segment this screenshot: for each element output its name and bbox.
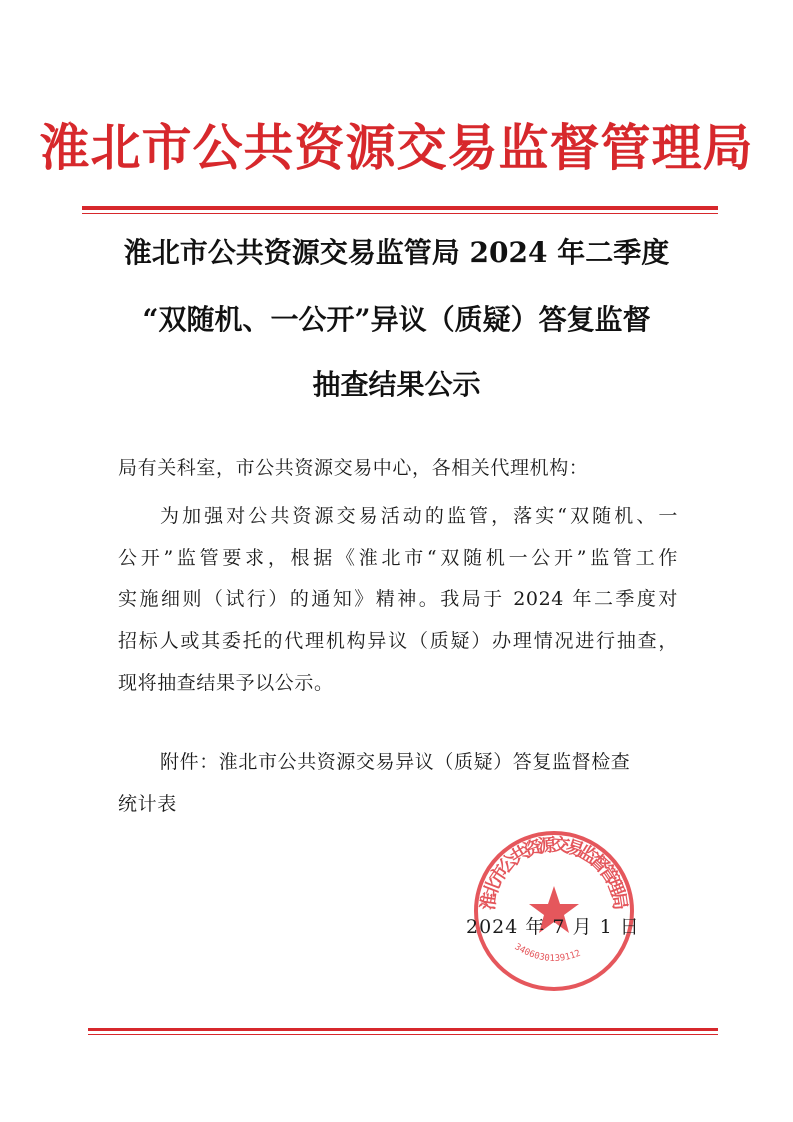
seal-code: 3406030139112	[512, 942, 583, 965]
agency-header: 淮北市公共资源交易监督管理局	[39, 118, 754, 177]
svg-text:3406030139112	[513, 942, 583, 964]
document-title-line-3: 抽查结果公示	[312, 368, 481, 401]
official-seal	[471, 828, 637, 994]
body-line-2: 公开”监管要求，根据《淮北市“双随机一公开”监管工作	[118, 547, 678, 569]
body-line-5: 现将抽查结果予以公示。	[118, 672, 334, 694]
footer-rule-thin	[88, 1034, 718, 1035]
document-title-line-1: 淮北市公共资源交易监管局 2024 年二季度	[123, 236, 670, 269]
header-rule	[82, 206, 718, 210]
issue-date: 2024 年 7 月 1 日	[466, 916, 640, 938]
attachment-line-2: 统计表	[118, 793, 177, 815]
body-line-4: 招标人或其委托的代理机构异议（质疑）办理情况进行抽查，	[118, 630, 678, 652]
document-title-line-2: “双随机、一公开”异议（质疑）答复监督	[142, 303, 651, 336]
body-line-3: 实施细则（试行）的通知》精神。我局于 2024 年二季度对	[118, 588, 678, 610]
attachment-line-1: 附件：淮北市公共资源交易异议（质疑）答复监督检查	[160, 751, 631, 773]
body-line-1: 为加强对公共资源交易活动的监管，落实“双随机、一	[160, 505, 678, 527]
header-rule-thin	[82, 213, 718, 214]
addressee: 局有关科室，市公共资源交易中心，各相关代理机构：	[118, 457, 589, 479]
seal-text: 淮北市公共资源交易监督管理局	[477, 834, 631, 912]
footer-rule	[88, 1028, 718, 1031]
